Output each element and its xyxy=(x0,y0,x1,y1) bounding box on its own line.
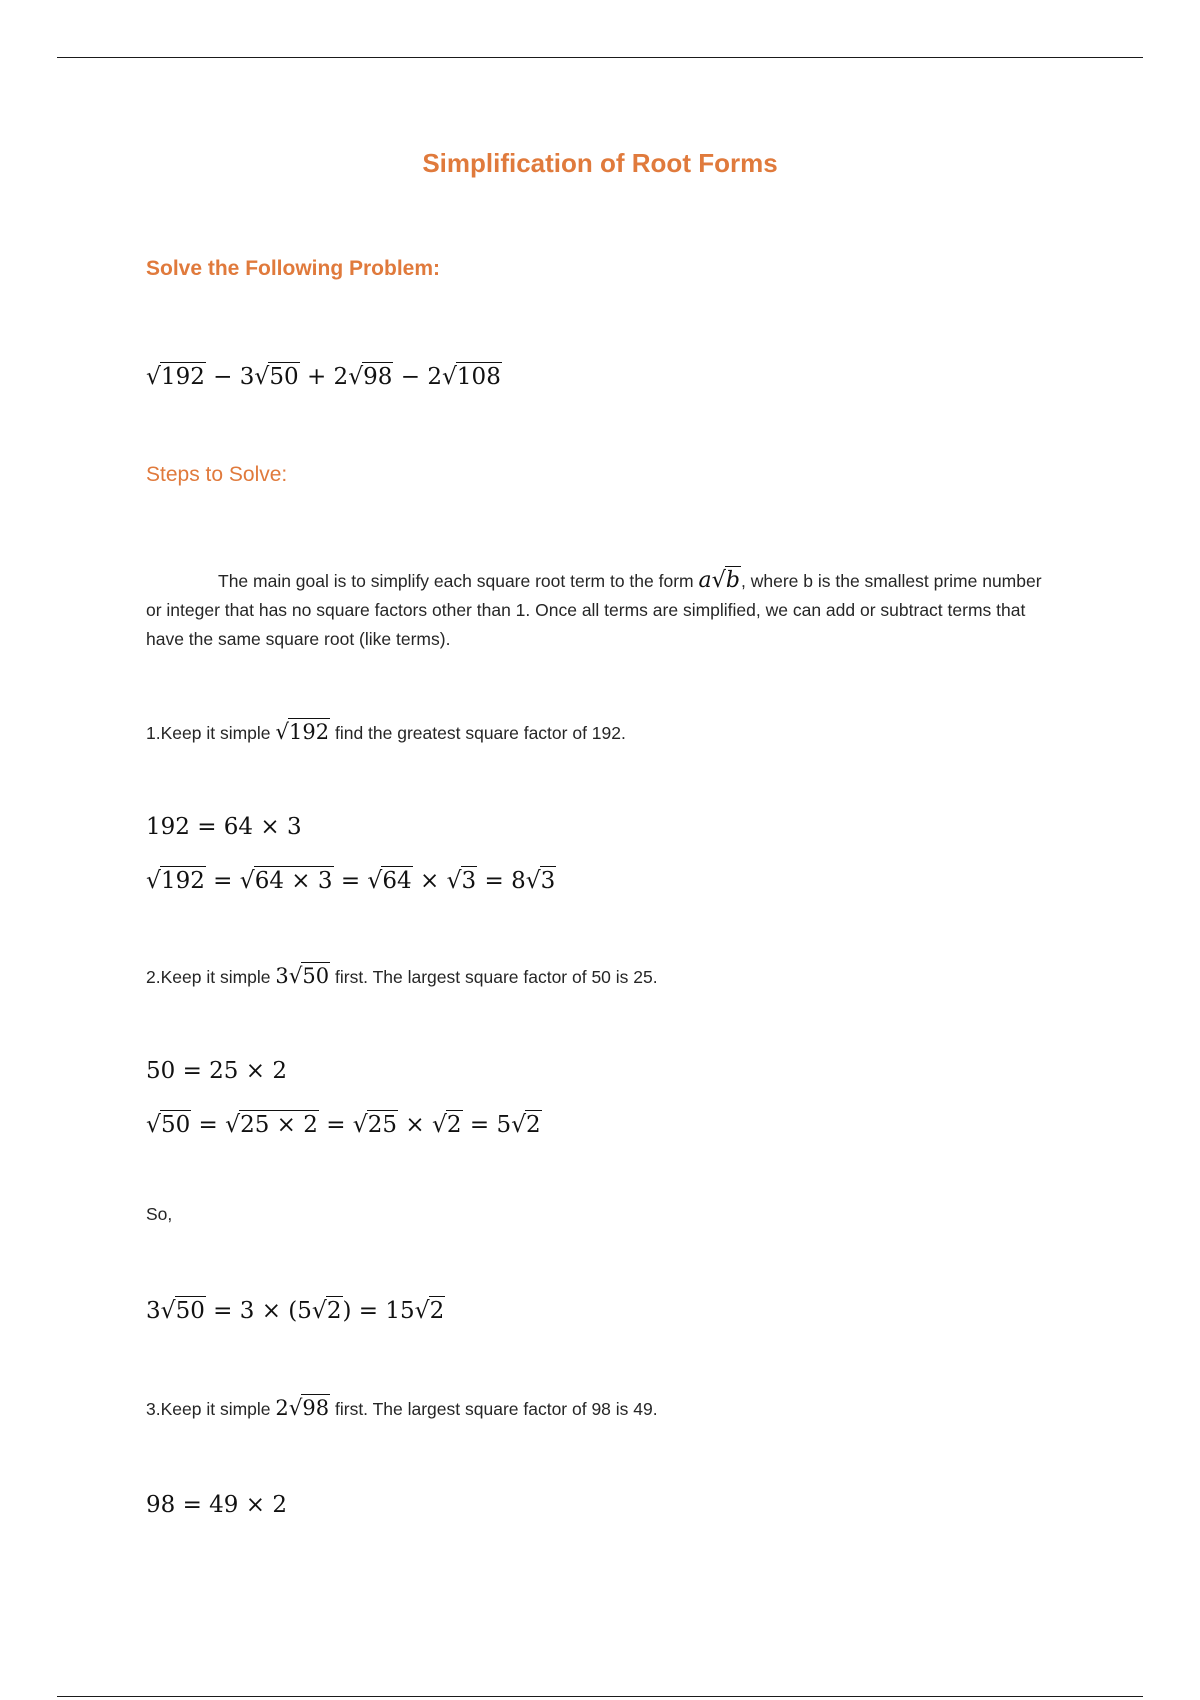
sqrt-term: √108 xyxy=(441,362,501,390)
form-expression: a√b xyxy=(698,567,741,593)
bottom-rule xyxy=(57,1696,1143,1697)
intro-paragraph: The main goal is to simplify each square root term to the form a√b, where b is the smallest prime number or integer that has no square factors other than 1. Once all terms are simplified, we can add or subtract terms that have the same square root (like terms). xyxy=(146,567,1042,649)
step-3-text: 3.Keep it simple 2√98 first. The largest square factor of 98 is 49. xyxy=(146,1396,658,1421)
step-2-equation-1: 50 = 25 × 2 xyxy=(146,1058,287,1084)
step-2-text: 2.Keep it simple 3√50 first. The largest square factor of 50 is 25. xyxy=(146,964,658,989)
steps-heading: Steps to Solve: xyxy=(146,463,288,486)
step-2-equation-2: √50 = √25 × 2 = √25 × √2 = 5√2 xyxy=(146,1110,541,1138)
top-rule xyxy=(57,57,1143,58)
so-label: So, xyxy=(146,1204,173,1224)
step-1-text: 1.Keep it simple √192 find the greatest square factor of 192. xyxy=(146,720,626,745)
step-1-equation-1: 192 = 64 × 3 xyxy=(146,814,302,840)
page-title: Simplification of Root Forms xyxy=(422,148,778,178)
sqrt-term: √98 xyxy=(348,362,393,390)
step-3-equation-1: 98 = 49 × 2 xyxy=(146,1492,287,1518)
problem-expression: √192 − 3√50 + 2√98 − 2√108 xyxy=(146,362,501,390)
sqrt-term: √192 xyxy=(146,362,205,390)
sqrt-term: √50 xyxy=(254,362,299,390)
problem-heading: Solve the Following Problem: xyxy=(146,257,441,280)
step-2-equation-3: 3√50 = 3 × (5√2) = 15√2 xyxy=(146,1296,445,1324)
step-1-equation-2: √192 = √64 × 3 = √64 × √3 = 8√3 xyxy=(146,866,556,894)
